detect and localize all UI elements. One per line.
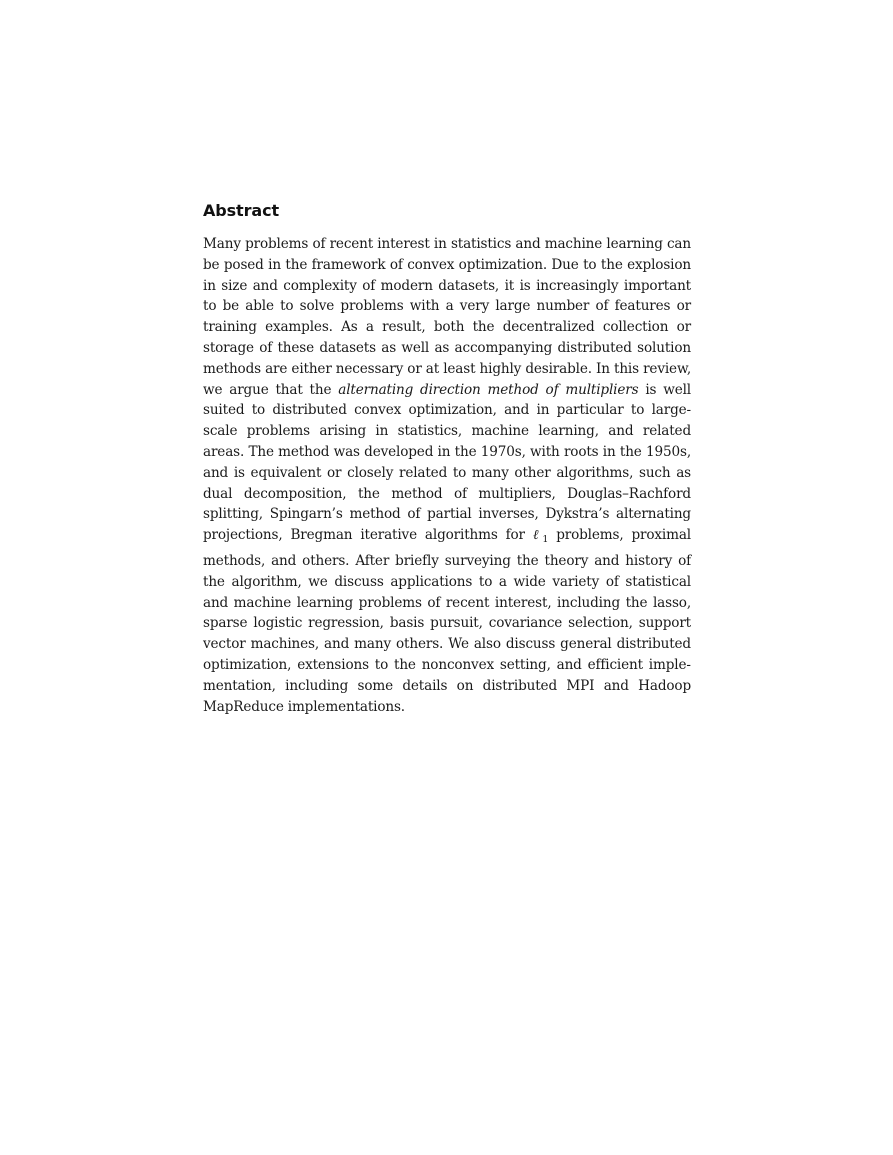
abstract-emphasis: alternating direction method of multipliers: [338, 381, 639, 398]
math-ell: ℓ: [532, 527, 543, 544]
abstract-text-part-3: problems, proximal methods, and others. After briefly surveying the theory and history of the algorithm, we discuss applications to a wide variety of statistical and machine learning problems of recent interest, including the lasso, sparse logistic regression, basis pursuit, covariance selection, support vector machines, and many others. We also discuss general distributed optimization, extensions to the nonconvex setting, and efficient implementation, including some details on distributed MPI and Hadoop MapReduce implementations.: [203, 527, 691, 715]
abstract-body: [203, 234, 691, 717]
abstract-text-part-1: Many problems of recent interest in statistics and machine learning can be posed in the framework of convex optimization. Due to the explosion in size and complexity of modern datasets, it is increasingly important to be able to solve problems with a very large number of features or training examples. As a result, both the decentralized collection or storage of these datasets as well as accompanying distributed solution methods are either necessary or at least highly desirable. In this review, we argue that the: [203, 236, 691, 398]
abstract-text-part-2: is well suited to distributed convex optimization, and in particular to large-scale problems arising in statistics, machine learning, and related areas. The method was developed in the 1970s, with roots in the 1950s, and is equivalent or closely related to many other algorithms, such as dual decomposition, the method of multipliers, Douglas–Rachford splitting, Spingarn’s method of partial inverses, Dykstra’s alternating projections, Bregman iterative algorithms for: [203, 381, 691, 544]
math-subscript: 1: [542, 534, 549, 546]
abstract-heading: Abstract: [203, 201, 280, 220]
abstract-section: [203, 200, 691, 717]
